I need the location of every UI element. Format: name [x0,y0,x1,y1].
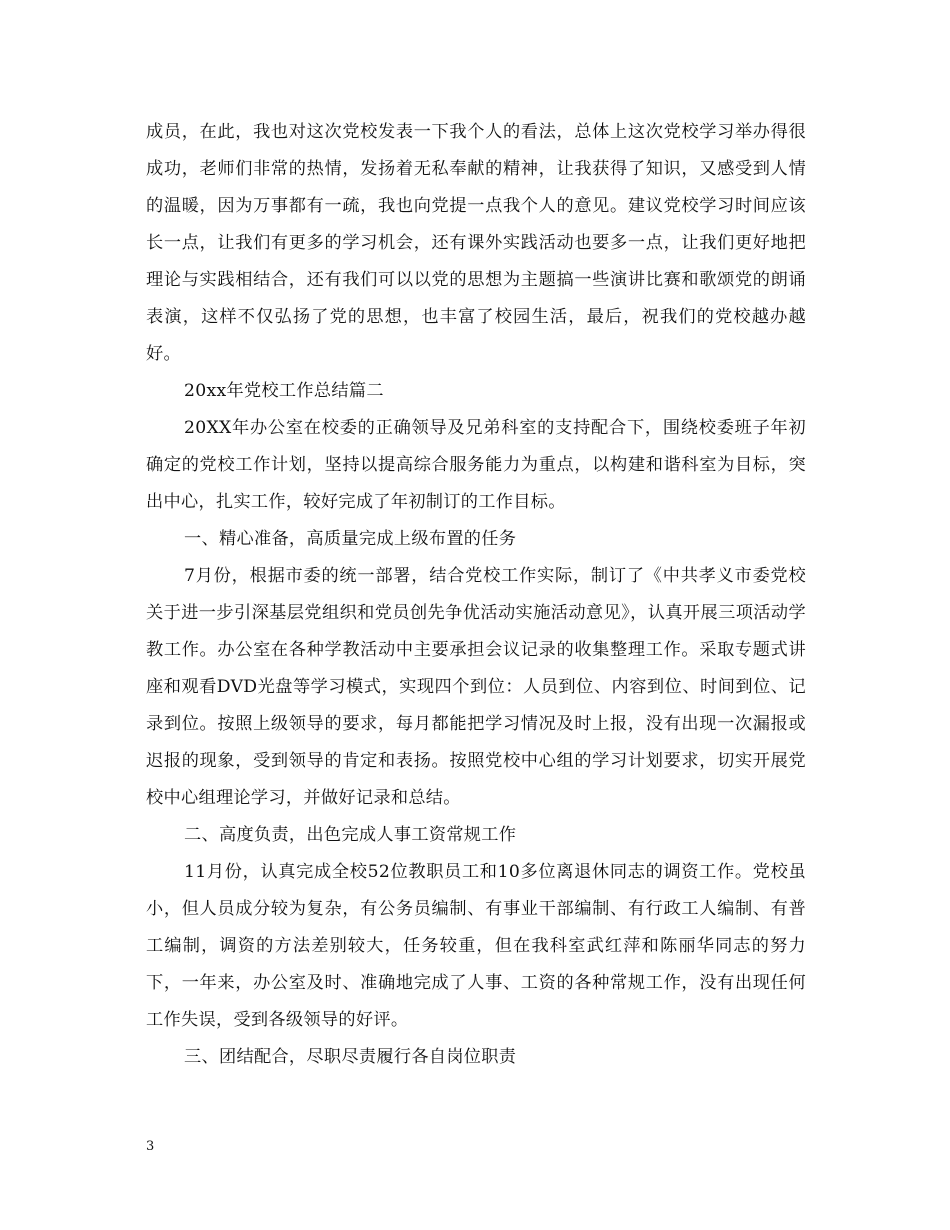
paragraph-intro-continuation: 成员，在此，我也对这次党校发表一下我个人的看法，总体上这次党校学习举办得很成功，老师们非常的热情，发扬着无私奉献的精神，让我获得了知识，又感受到人情的温暖，因为万事都有一疏，我也向党提一点我个人的意见。建议党校学习时间应该长一点，让我们有更多的学习机会，还有课外实践活动也要多一点，让我们更好地把理论与实践相结合，还有我们可以以党的思想为主题搞一些演讲比赛和歌颂党的朗诵表演，这样不仅弘扬了党的思想，也丰富了校园生活，最后，祝我们的党校越办越好。 [146,122,806,364]
page-number: 3 [146,1139,155,1154]
document-body [146,114,806,1076]
section-title-part-two: 20xx年党校工作总结篇二 [184,381,384,401]
paragraph-section-one: 7月份，根据市委的统一部署，结合党校工作实际，制订了《中共孝义市委党校关于进一步引深基层党组织和党员创先争优活动实施活动意见》，认真开展三项活动学教工作。办公室在各种学教活动中主要承担会议记录的收集整理工作。采取专题式讲座和观看DVD光盘等学习模式，实现四个到位：人员到位、内容到位、时间到位、记录到位。按照上级领导的要求，每月都能把学习情况及时上报，没有出现一次漏报或迟报的现象，受到领导的肯定和表扬。按照党校中心组的学习计划要求，切实开展党校中心组理论学习，并做好记录和总结。 [146,566,806,808]
paragraph-section-two: 11月份，认真完成全校52位教职员工和10多位离退休同志的调资工作。党校虽小，但人员成分较为复杂，有公务员编制、有事业干部编制、有行政工人编制、有普工编制，调资的方法差别较大，任务较重，但在我科室武红萍和陈丽华同志的努力下，一年来，办公室及时、准确地完成了人事、工资的各种常规工作，没有出现任何工作失误，受到各级领导的好评。 [146,862,806,1030]
heading-section-one: 一、精心准备，高质量完成上级布置的任务 [184,529,517,549]
heading-section-two: 二、高度负责，出色完成人事工资常规工作 [184,825,517,845]
paragraph-overview: 20XX年办公室在校委的正确领导及兄弟科室的支持配合下，围绕校委班子年初确定的党校工作计划，坚持以提高综合服务能力为重点，以构建和谐科室为目标，突出中心，扎实工作，较好完成了年初制订的工作目标。 [146,418,806,512]
heading-section-three: 三、团结配合，尽职尽责履行各自岗位职责 [184,1047,517,1067]
